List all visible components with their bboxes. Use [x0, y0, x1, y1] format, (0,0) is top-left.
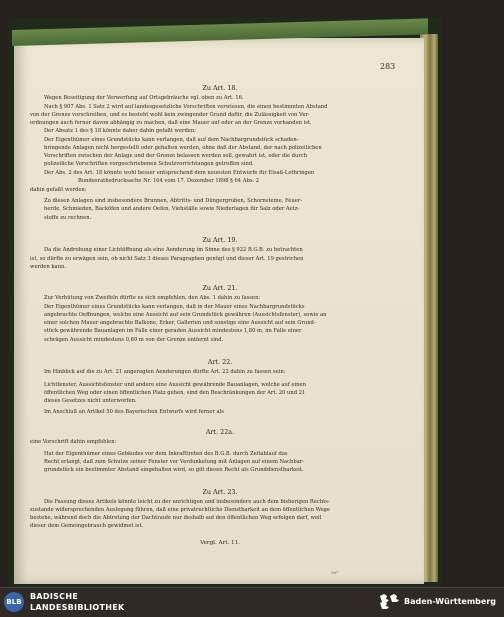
text-line: Lichtfenster, Aussichtsfenster und andere eine Aussicht gewährende Bauanlagen, welche auf einen	[44, 382, 306, 388]
text-line: stück gewährende Bauanlagen im Falle einer geraden Aussicht mindestens 1,80 m, im Falle einer	[44, 328, 302, 334]
text-line: angebrachte Oeffnungen, welche eine Aussicht auf sein Grundstück gewähren (Aussichtsfenster), sowie an	[44, 312, 327, 318]
text-line: Im Hinblick auf die zu Art. 21 angeregten Aenderungen dürfte Art. 22 dahin zu fassen sein:	[44, 369, 286, 375]
page-number: 283	[380, 62, 396, 71]
state-name: Baden-Württemberg	[404, 597, 497, 606]
text-line: zustande widersprechenden Auslegung führen, daß eine privatrechtliche Dienstbarkeit an dem öffentlichen Wege	[30, 507, 330, 513]
text-line: ordnungen auch ferner davon abhängig zu machen, daß eine Mauer auf oder an der Grenze vorhanden ist.	[30, 120, 312, 126]
text-line: dieser dem Gemeingebrauch gewidmet ist.	[30, 523, 144, 529]
text-line: Zur Verhütung von Zweifeln dürfte es sich empfehlen, den Abs. 1 dahin zu fassen:	[44, 295, 261, 301]
text-line: von der Grenze vorschreiben, und es besteht wohl kein zwingender Grund dafür, die Zulässigkeit von Ver-	[30, 112, 310, 118]
text-line: bringende Anlagen nicht hergestellt oder gehalten werden, ohne daß der Abstand, der nach polizeilichen	[44, 145, 322, 151]
text-line: Bundesrathsdrucksache Nr. 164 vom 17. Dezember 1898 § 64 Abs. 2	[78, 178, 260, 184]
text-line: Der Absatz 1 des § 18 könnte daher dahin gefaßt werden:	[44, 128, 196, 134]
text-line: einer solchen Mauer angebrachte Balkone, Erker, Gallerien und sonstige eine Aussicht auf sein Grund-	[44, 320, 316, 326]
blb-logo[interactable]: BLB	[4, 592, 24, 612]
heading-art22a: Art. 22a.	[205, 428, 235, 436]
library-name-line1: BADISCHE	[30, 592, 79, 601]
heading-art23: Zu Art. 23.	[202, 488, 238, 496]
text-line: Wegen Beseitigung der Verwerfung auf Ortsgebräuche vgl. oben zu Art. 16.	[44, 95, 244, 101]
text-line: stoffe zu rechnen.	[44, 215, 92, 221]
text-line: Vorschriften zwischen der Anlage und der Grenze belassen werden soll, gewahrt ist, oder die durch	[44, 153, 308, 159]
text-line: herde, Schmieden, Backöfen und andere Oefen, Viehställe sowie Niederlagen für Salz oder Aetz-	[44, 206, 300, 212]
heading-art18: Zu Art. 18.	[202, 84, 238, 92]
text-line: Nach § 907 Abs. 1 Satz 2 wird auf landesgesetzliche Vorschriften verwiesen, die einen bestimmten Abstand	[44, 104, 328, 110]
heading-art22: Art. 22.	[207, 358, 233, 366]
text-line: Zu diesen Anlagen sind insbesondere Brunnen, Abtritts- und Düngergruben, Schornsteine, Feuer-	[44, 198, 303, 204]
text-line: Die Fassung dieses Artikels könnte leicht zu der unrichtigen und insbesondere auch dem bisherigen Rechts-	[44, 499, 330, 505]
text-line: öffentlichen Weg oder einen öffentlichen Platz gehen, sind den Beschränkungen der Art. 20 und 21	[44, 390, 306, 396]
footnote: Vergl. Art. 11.	[200, 540, 240, 546]
text-line: bestehe, während doch die Abtretung der Dachtraufe nur deshalb auf den öffentlichen Weg erfolgen darf, weil	[30, 515, 322, 521]
text-line: werden kann.	[30, 264, 66, 270]
text-line: schrägen Aussicht mindestens 0,60 m von der Grenze entfernt sind.	[44, 337, 224, 343]
text-line: ist, so dürfte zu erwägen sein, ob nicht Satz 3 dieses Paragraphen genügt und dieser Art. 19 gestrichen	[30, 256, 304, 262]
library-name-line2: LANDESBIBLIOTHEK	[30, 603, 125, 612]
text-line: Der Eigenthümer eines Grundstücks kann verlangen, daß auf dem Nachbargrundstück schaden-	[44, 137, 299, 143]
text-line: Der Eigenthümer eines Grundstücks kann verlangen, daß in der Mauer eines Nachbargrundstücks	[44, 304, 305, 310]
heading-art21: Zu Art. 21.	[202, 284, 238, 292]
text-line: dahin gefaßt werden:	[30, 187, 87, 193]
text-line: Der Abs. 2 des Art. 18 könnte wohl besser entsprechend dem neuesten Entwurfe für Elsaß-Lothringen	[44, 170, 315, 176]
printer-signature: 36*	[331, 570, 339, 575]
heading-art19: Zu Art. 19.	[202, 236, 238, 244]
text-line: Im Anschluß an Artikel 50 des Bayerischen Entwurfs wird ferner als	[44, 409, 224, 415]
text-line: grundstück ein bestimmter Abstand eingehalten wird, so gilt dieses Recht als Grunddienstbarkeit.	[44, 467, 304, 473]
text-line: dieses Gesetzes nicht unterworfen.	[44, 398, 137, 404]
text-line: Hat der Eigenthümer eines Gebäudes vor dem Inkrafttreten des B.G.B. durch Zeitablauf das	[44, 451, 288, 457]
text-line: polizeiliche Vorschriften vorgeschriebenen Schutzvorrichtungen getroffen sind.	[44, 161, 254, 167]
baden-wuerttemberg-lions-icon	[378, 592, 400, 612]
text-line: Recht erlangt, daß zum Schutze seiner Fenster vor Verdunkelung mit Anlagen auf einem Nachbar-	[44, 459, 305, 465]
text-line: eine Vorschrift dahin empfohlen:	[30, 439, 117, 445]
text-line: Da die Androhung einer Lichtöffnung als eine Aenderung im Sinne des § 922 B.G.B. zu betrachten	[44, 247, 303, 253]
